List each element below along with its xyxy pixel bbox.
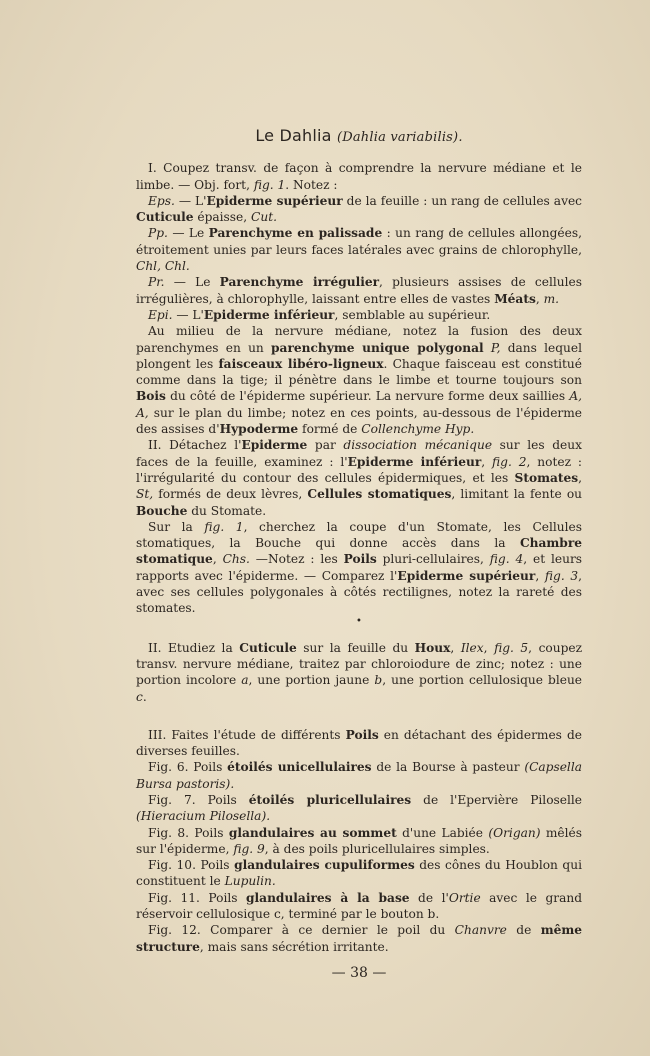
bold-term: Hypoderme	[219, 422, 299, 437]
title-latin: (Dahlia variabilis).	[336, 130, 463, 145]
text-run: II. Etudiez la	[148, 640, 240, 655]
paragraph-p12	[136, 792, 582, 825]
text-run: Fig. 7. Poils	[148, 792, 249, 807]
italic-term: fig. 5	[494, 640, 529, 655]
text-run: d'une Labiée	[396, 825, 489, 840]
paragraph-p4	[136, 274, 582, 307]
text-run: sur la feuille du	[296, 640, 415, 655]
text-run: des cônes du Houblon qui constituent le	[136, 858, 582, 889]
bold-term: Chambre stomatique	[136, 536, 582, 567]
bold-term: faisceaux libéro-ligneux	[218, 356, 384, 371]
italic-term: Chs.	[222, 552, 250, 567]
text-run: — Le	[164, 275, 220, 290]
bold-term: Poils	[343, 552, 377, 567]
bold-term: glandulaires cupuliformes	[234, 858, 415, 873]
bold-term: Méats	[494, 291, 536, 306]
bold-term: parenchyme unique polygonal	[271, 340, 484, 355]
text-run: — Le	[167, 226, 209, 241]
text-run: .	[142, 689, 147, 704]
italic-term: Epi.	[148, 307, 173, 322]
bold-term: Epiderme inférieur	[203, 307, 335, 322]
italic-term: Pr.	[148, 275, 165, 290]
bold-term: Parenchyme irrégulier	[219, 275, 380, 290]
italic-term: Chanvre	[454, 923, 507, 938]
text-run: Au milieu de la nervure médiane, notez la fusion des deux parenchymes en un	[136, 324, 582, 355]
text-run: formé de	[298, 422, 362, 437]
text-run: Fig. 10. Poils	[148, 858, 235, 873]
paragraph-p13	[136, 825, 582, 858]
text-run: , mais sans sécrétion irritante.	[199, 939, 389, 954]
text-run: , et leurs rapports avec l'épiderme. — Comparez l'	[136, 552, 583, 583]
bold-term: étoilés unicellulaires	[227, 760, 372, 775]
text-run: — L'	[172, 307, 204, 322]
text-run: , une portion jaune	[248, 673, 375, 688]
italic-term: fig. 3	[544, 568, 579, 583]
text-run: Fig. 11. Poils	[148, 890, 247, 905]
italic-term: Eps.	[148, 193, 175, 208]
text-run: Fig. 8. Poils	[148, 825, 229, 840]
bold-term: Cuticule	[239, 640, 297, 655]
bold-term: même structure	[136, 923, 582, 954]
page-title	[136, 128, 582, 146]
text-run: , plusieurs assises de cellules irrégulières, à chlorophylle, laissant entre elles de vastes	[136, 275, 582, 306]
ink-dot: •	[356, 615, 362, 627]
italic-term: (Capsella Bursa pastoris).	[136, 760, 582, 791]
text-run: , cherchez la coupe d'un Stomate, les Cellules stomatiques, la Bouche qui donne accès dans la	[136, 519, 583, 551]
text-run: Sur la	[148, 519, 205, 534]
bold-term: Bois	[136, 389, 166, 404]
text-run: ,	[535, 568, 545, 583]
text-run: par	[307, 438, 344, 453]
italic-term: dissociation mécanique	[343, 438, 493, 453]
italic-term: Collenchyme Hyp.	[361, 422, 475, 437]
text-run: III. Faites l'étude de différents	[148, 727, 346, 742]
text-run: I. Coupez transv. de façon à comprendre la nervure médiane et le limbe. — Obj. fort,	[136, 161, 582, 192]
italic-term: b	[374, 673, 383, 688]
bold-term: Cellules stomatiques	[307, 487, 452, 502]
text-run: . Notez :	[285, 177, 338, 192]
italic-term: m.	[543, 291, 560, 306]
bold-term: Bouche	[136, 503, 188, 518]
italic-term: (Hieracium Pilosella).	[136, 809, 271, 824]
text-run: épaisse,	[193, 210, 252, 225]
italic-term: P,	[490, 340, 501, 355]
bold-term: Epiderme supérieur	[397, 568, 536, 583]
italic-term: fig. 4	[489, 552, 524, 567]
italic-term: Ortie	[448, 890, 481, 905]
bold-term: Houx	[414, 640, 451, 655]
text-run: —Notez : les	[249, 552, 344, 567]
bold-term: glandulaires à la base	[246, 890, 410, 905]
text-run: du côté de l'épiderme supérieur. La nervure forme deux saillies	[165, 389, 570, 404]
text-run: , notez : l'irrégularité du contour des cellules épidermiques, et les	[136, 454, 583, 485]
bold-term: Poils	[345, 727, 379, 742]
text-run: de l'	[409, 890, 449, 905]
bold-term: étoilés pluricellulaires	[248, 792, 412, 807]
text-run: de la Bourse à pasteur	[371, 760, 525, 775]
text-run: pluri-cellulaires,	[376, 552, 490, 567]
italic-term: fig. 1	[204, 519, 244, 534]
text-run: , avec ses cellules polygonales à côtés rectilignes, notez la rareté des stomates.	[136, 568, 582, 616]
text-run: , une portion cellulosique bleue	[382, 673, 582, 688]
text-run: Fig. 12. Comparer à ce dernier le poil du	[148, 923, 455, 938]
title-main: Le Dahlia	[255, 126, 332, 145]
text-run	[484, 341, 491, 355]
text-run: . Chaque faisceau est constitué comme dans la tige; il pénètre dans le limbe et tourne toujours son	[136, 356, 582, 388]
italic-term: (Origan)	[488, 825, 541, 840]
text-run: ,	[535, 291, 544, 306]
text-run: de la feuille : un rang de cellules avec	[342, 193, 582, 208]
text-run: en détachant des épidermes de diverses feuilles.	[136, 727, 582, 759]
paragraph-p14	[136, 857, 582, 890]
page-body	[136, 128, 582, 981]
text-run: , à des poils pluricellulaires simples.	[264, 841, 490, 856]
paragraph-p7	[136, 437, 582, 518]
text-run: dans lequel plongent les	[136, 340, 583, 371]
text-run: sur les deux faces de la feuille, examinez : l'	[136, 438, 582, 469]
text-run: avec le grand réservoir cellulosique c, terminé par le bouton b.	[136, 890, 582, 922]
bold-term: Epiderme inférieur	[347, 454, 482, 469]
text-run: , coupez transv. nervure médiane, traitez par chloroiodure de zinc; notez : une portion incolore	[136, 640, 583, 688]
text-run: — L'	[174, 193, 207, 208]
paragraph-p16	[136, 922, 582, 955]
paragraph-p5	[136, 307, 582, 323]
paragraph-p11	[136, 759, 582, 792]
bold-term: Cuticule	[136, 210, 194, 225]
text-run: de	[506, 923, 541, 938]
bold-term: Stomates	[514, 470, 579, 485]
text-run: Fig. 6. Poils	[148, 760, 228, 775]
text-run: ,	[212, 552, 223, 567]
text-run: II. Détachez l'	[148, 438, 242, 453]
italic-term: fig. 1	[253, 177, 286, 192]
paragraph-p3	[136, 225, 582, 274]
paragraph-p6	[136, 323, 582, 437]
paragraph-p8	[136, 519, 582, 617]
italic-term: fig. 2	[492, 454, 527, 469]
paragraph-p10	[136, 727, 582, 760]
italic-term: c	[136, 689, 143, 704]
paragraph-p1	[136, 160, 582, 193]
bold-term: Epiderme	[241, 438, 308, 453]
text-run: du Stomate.	[187, 503, 267, 518]
text-run: : un rang de cellules allongées, étroitement unies par leurs faces latérales avec grains de chlorophylle,	[136, 226, 582, 257]
bold-term: Parenchyme en palissade	[208, 226, 383, 241]
text-run: ,	[483, 640, 495, 655]
italic-term: Ilex	[460, 640, 484, 655]
text-run: ,	[450, 640, 461, 655]
paragraph-list	[136, 160, 582, 955]
italic-term: A, A,	[136, 389, 582, 420]
page-number: — 38 —	[331, 964, 387, 981]
italic-term: Lupulin.	[224, 874, 276, 889]
italic-term: fig. 9	[233, 841, 265, 856]
italic-term: St,	[136, 487, 154, 502]
text-run: sur le plan du limbe; notez en ces points, au-dessous de l'épiderme des assises d'	[136, 405, 582, 437]
paragraph-p9	[136, 640, 582, 705]
text-run: formés de deux lèvres,	[153, 487, 308, 502]
bold-term: glandulaires au sommet	[228, 825, 397, 840]
italic-term: Cut.	[251, 210, 277, 225]
text-run: ,	[578, 470, 582, 485]
italic-term: Pp.	[148, 226, 168, 241]
bold-term: Epiderme supérieur	[206, 193, 343, 208]
italic-term: Chl, Chl.	[136, 259, 190, 274]
paragraph-p15	[136, 890, 582, 923]
text-run: , semblable au supérieur.	[334, 307, 491, 322]
text-run: ,	[481, 454, 493, 469]
paragraph-p2	[136, 193, 582, 226]
text-run: , limitant la fente ou	[451, 487, 583, 502]
italic-term: a	[241, 673, 249, 688]
text-run: mêlés sur l'épiderme,	[136, 825, 583, 856]
text-run: de l'Epervière Piloselle	[411, 792, 583, 807]
